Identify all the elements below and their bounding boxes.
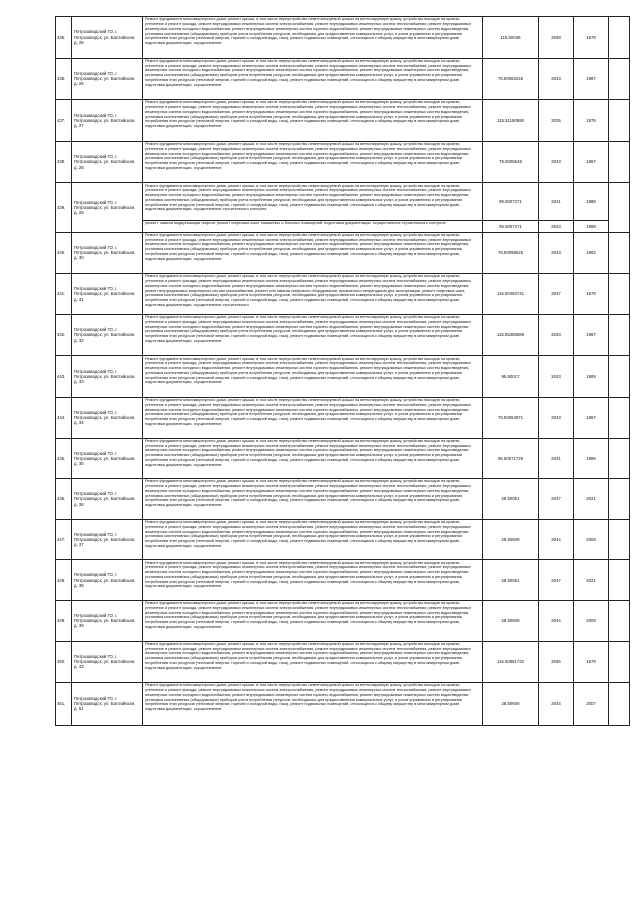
build-year-cell: 1978 [574,274,609,315]
empty-cell [609,519,630,560]
table-row [56,274,630,315]
planned-year-cell: 2044 [539,600,574,641]
row-number: 450. [56,641,72,683]
planned-year-cell: 2043 [539,58,574,100]
row-number: 447. [56,519,72,560]
work-description-cell: Ремонт фундамента многоквартирного дома, ремонт крыши, в том числе переустройство невентилируемой крыши на вентилируемую крышу, устройство выходов на кровлю, утепление и ремонт фасада, ремонт внутридомовых инженерных систем электроснабжения, ремонт внутридомовых инженерных систем теплоснабжения, ремонт внутридомовых инженерных систем холодного водоснабжения, ремонт внутридомовых инженерных систем горячего водоснабжения, ремонт внутридомовых инженерных систем водоотведения, установка коллективных (общедомовых) приборов учета потребления ресурсов, необходимых для предоставления коммунальных услуг, и узлов управления и регулирования потребления этих ресурсов (тепловой энергии, горячей и холодной воды, газа), ремонт подвальных помещений, относящихся к общему имуществу в многоквартирном доме, подготовка документации, осуществление строительного контроля [143,183,483,221]
table-row [56,397,630,438]
build-year-cell: 2008 [574,600,609,641]
build-year-cell: 2008 [574,519,609,560]
cost-cell: 115.55385589 [483,314,539,356]
planned-year-cell: 2023 [539,220,574,232]
work-description-cell: Ремонт фундамента многоквартирного дома, ремонт крыши, в том числе переустройство невентилируемой крыши на вентилируемую крышу, устройство выходов на кровлю, утепление и ремонт фасада, ремонт внутридомовых инженерных систем электроснабжения, ремонт внутридомовых инженерных систем теплоснабжения, ремонт внутридомовых инженерных систем холодного водоснабжения, ремонт внутридомовых инженерных систем горячего водоснабжения, ремонт внутридомовых инженерных систем водоотведения, установка коллективных (общедомовых) приборов учета потребления ресурсов, необходимых для предоставления коммунальных услуг, и узлов управления и регулирования потребления этих ресурсов (тепловой энергии, горячей и холодной воды, газа), ремонт подвальных помещений, относящихся к общему имуществу в многоквартирном доме, подготовка документации, осуществление [143,683,483,726]
row-number: 441. [56,274,72,315]
empty-cell [609,560,630,601]
table-row [56,479,630,520]
work-description-cell: Ремонт фундамента многоквартирного дома, ремонт крыши, в том числе переустройство невентилируемой крыши на вентилируемую крышу, устройство выходов на кровлю, утепление и ремонт фасада, ремонт внутридомовых инженерных систем электроснабжения, ремонт внутридомовых инженерных систем теплоснабжения, ремонт внутридомовых инженерных систем холодного водоснабжения, ремонт внутридомовых инженерных систем горячего водоснабжения, ремонт внутридомовых инженерных систем водоотведения, установка коллективных (общедомовых) приборов учета потребления ресурсов, необходимых для предоставления коммунальных услуг, и узлов управления и регулирования потребления этих ресурсов (тепловой энергии, горячей и холодной воды, газа), ремонт подвальных помещений, относящихся к общему имуществу в многоквартирном доме, подготовка документации, осуществление [143,560,483,601]
address-cell: Петрозаводский ГО, г. Петрозаводск, ул. Балтийская, д. 35 [72,438,143,479]
cost-cell: 95.5007271 [483,183,539,221]
empty-cell [609,356,630,398]
row-number: 443. [56,356,72,398]
planned-year-cell: 2041 [539,183,574,221]
work-description-cell: Ремонт фундамента многоквартирного дома, ремонт крыши, в том числе переустройство невентилируемой крыши на вентилируемую крышу, устройство выходов на кровлю, утепление и ремонт фасада, ремонт внутридомовых инженерных систем электроснабжения, ремонт внутридомовых инженерных систем теплоснабжения, ремонт внутридомовых инженерных систем холодного водоснабжения, ремонт внутридомовых инженерных систем горячего водоснабжения, ремонт внутридомовых инженерных систем водоотведения, установка коллективных (общедомовых) приборов учета потребления ресурсов, необходимых для предоставления коммунальных услуг, и узлов управления и регулирования потребления этих ресурсов (тепловой энергии, горячей и холодной воды, газа), ремонт подвальных помещений, относящихся к общему имуществу в многоквартирном доме, подготовка документации, осуществление [143,641,483,683]
cost-cell: 28.50051 [483,479,539,520]
work-description-cell: Ремонт фундамента многоквартирного дома, ремонт крыши, в том числе переустройство невентилируемой крыши на вентилируемую крышу, устройство выходов на кровлю, утепление и ремонт фасада, ремонт внутридомовых инженерных систем электроснабжения, ремонт внутридомовых инженерных систем теплоснабжения, ремонт внутридомовых инженерных систем холодного водоснабжения, ремонт внутридомовых инженерных систем горячего водоснабжения, ремонт внутридомовых инженерных систем водоотведения, установка коллективных (общедомовых) приборов учета потребления ресурсов, необходимых для предоставления коммунальных услуг, и узлов управления и регулирования потребления этих ресурсов (тепловой энергии, горячей и холодной воды, газа), ремонт подвальных помещений, относящихся к общему имуществу в многоквартирном доме, подготовка документации, осуществление [143,17,483,59]
work-description-cell: Ремонт фундамента многоквартирного дома, ремонт крыши, в том числе переустройство невентилируемой крыши на вентилируемую крышу, устройство выходов на кровлю, утепление и ремонт фасада, ремонт внутридомовых инженерных систем электроснабжения, ремонт внутридомовых инженерных систем теплоснабжения, ремонт внутридомовых инженерных систем холодного водоснабжения, ремонт внутридомовых инженерных систем горячего водоснабжения, ремонт внутридомовых инженерных систем водоотведения, установка коллективных (общедомовых) приборов учета потребления ресурсов, необходимых для предоставления коммунальных услуг, и узлов управления и регулирования потребления этих ресурсов (тепловой энергии, горячей и холодной воды, газа), ремонт подвальных помещений, относящихся к общему имуществу в многоквартирном доме, подготовка документации, осуществление [143,141,483,183]
row-number: 436. [56,58,72,100]
work-description-cell: Ремонт фундамента многоквартирного дома, ремонт крыши, в том числе переустройство невентилируемой крыши на вентилируемую крышу, устройство выходов на кровлю, утепление и ремонт фасада, ремонт внутридомовых инженерных систем электроснабжения, ремонт внутридомовых инженерных систем теплоснабжения, ремонт внутридомовых инженерных систем холодного водоснабжения, ремонт внутридомовых инженерных систем горячего водоснабжения, ремонт внутридомовых инженерных систем водоотведения, ремонт внутридомовых инженерных систем газоснабжения, ремонт или замена лифтового оборудования, признанного непригодным для эксплуатации, ремонт лифтовых шахт, установка коллективных (общедомовых) приборов учета потребления ресурсов, необходимых для предоставления коммунальных услуг, и узлов управления и регулирования потребления этих ресурсов (тепловой энергии, горячей и холодной воды, газа), ремонт подвальных помещений, относящихся к общему имуществу в многоквартирном доме, подготовка документации, осуществление строительного [143,274,483,315]
build-year-cell: 1987 [574,58,609,100]
planned-year-cell: 2044 [539,683,574,726]
address-cell: Петрозаводский ГО, г. Петрозаводск, ул. Балтийская, д. 43 [72,641,143,683]
planned-year-cell: 2043 [539,232,574,274]
cost-cell: 28.50608 [483,519,539,560]
address-cell: Петрозаводский ГО, г. Петрозаводск, ул. Балтийская, д. 26 [72,58,143,100]
address-cell: Петрозаводский ГО, г. Петрозаводск, ул. Балтийская, д. 25 [72,17,143,59]
address-cell: Петрозаводский ГО, г. Петрозаводск, ул. Балтийская, д. 29 [72,183,143,232]
table-row [56,17,630,59]
row-number: 439. [56,183,72,232]
row-number: 440. [56,232,72,274]
table-row [56,58,630,100]
address-cell: Петрозаводский ГО, г. Петрозаводск, ул. Балтийская, д. 39 [72,600,143,641]
table-body [56,17,630,726]
work-description-cell: Ремонт фундамента многоквартирного дома, ремонт крыши, в том числе переустройство невентилируемой крыши на вентилируемую крышу, устройство выходов на кровлю, утепление и ремонт фасада, ремонт внутридомовых инженерных систем электроснабжения, ремонт внутридомовых инженерных систем теплоснабжения, ремонт внутридомовых инженерных систем холодного водоснабжения, ремонт внутридомовых инженерных систем горячего водоснабжения, ремонт внутридомовых инженерных систем водоотведения, установка коллективных (общедомовых) приборов учета потребления ресурсов, необходимых для предоставления коммунальных услуг, и узлов управления и регулирования потребления этих ресурсов (тепловой энергии, горячей и холодной воды, газа), ремонт подвальных помещений, относящихся к общему имуществу в многоквартирном доме, подготовка документации, осуществление [143,314,483,356]
planned-year-cell: 2036 [539,641,574,683]
address-cell: Петрозаводский ГО, г. Петрозаводск, ул. Балтийская, д. 36 [72,479,143,520]
build-year-cell: 1989 [574,356,609,398]
empty-cell [609,438,630,479]
table-row [56,356,630,398]
planned-year-cell: 2047 [539,479,574,520]
planned-year-cell: 2035 [539,100,574,142]
empty-cell [609,314,630,356]
planned-year-cell: 2044 [539,519,574,560]
address-cell: Петрозаводский ГО, г. Петрозаводск, ул. Балтийская, д. 27 [72,100,143,142]
planned-year-cell: 2043 [539,356,574,398]
address-cell: Петрозаводский ГО, г. Петрозаводск, ул. Балтийская, д. 31 [72,274,143,315]
table-row [56,314,630,356]
address-cell: Петрозаводский ГО, г. Петрозаводск, ул. Балтийская, д. 51 [72,683,143,726]
row-number: 449. [56,600,72,641]
build-year-cell: 1962 [574,232,609,274]
cost-cell: 115.50482741 [483,274,539,315]
row-number: 438. [56,141,72,183]
work-description-cell: Ремонт фундамента многоквартирного дома, ремонт крыши, в том числе переустройство невентилируемой крыши на вентилируемую крышу, устройство выходов на кровлю, утепление и ремонт фасада, ремонт внутридомовых инженерных систем электроснабжения, ремонт внутридомовых инженерных систем теплоснабжения, ремонт внутридомовых инженерных систем холодного водоснабжения, ремонт внутридомовых инженерных систем горячего водоснабжения, ремонт внутридомовых инженерных систем водоотведения, установка коллективных (общедомовых) приборов учета потребления ресурсов, необходимых для предоставления коммунальных услуг, и узлов управления и регулирования потребления этих ресурсов (тепловой энергии, горячей и холодной воды, газа), ремонт подвальных помещений, относящихся к общему имуществу в многоквартирном доме, подготовка документации, осуществление [143,519,483,560]
build-year-cell: 1967 [574,314,609,356]
cost-cell: 115.50038 [483,17,539,59]
build-year-cell: 1988 [574,220,609,232]
empty-cell [609,58,630,100]
table-row [56,183,630,221]
empty-cell [609,17,630,59]
row-number: 451. [56,683,72,726]
cost-cell: 75.50062245 [483,58,539,100]
cost-cell: 95.5007271 [483,220,539,232]
work-description-cell: Ремонт фундамента многоквартирного дома, ремонт крыши, в том числе переустройство невентилируемой крыши на вентилируемую крышу, устройство выходов на кровлю, утепление и ремонт фасада, ремонт внутридомовых инженерных систем электроснабжения, ремонт внутридомовых инженерных систем теплоснабжения, ремонт внутридомовых инженерных систем холодного водоснабжения, ремонт внутридомовых инженерных систем горячего водоснабжения, ремонт внутридомовых инженерных систем водоотведения, установка коллективных (общедомовых) приборов учета потребления ресурсов, необходимых для предоставления коммунальных услуг, и узлов управления и регулирования потребления этих ресурсов (тепловой энергии, горячей и холодной воды, газа), ремонт подвальных помещений, относящихся к общему имуществу в многоквартирном доме, подготовка документации, осуществление [143,100,483,142]
planned-year-cell: 2043 [539,141,574,183]
work-description-cell: Ремонт фундамента многоквартирного дома, ремонт крыши, в том числе переустройство невентилируемой крыши на вентилируемую крышу, устройство выходов на кровлю, утепление и ремонт фасада, ремонт внутридомовых инженерных систем электроснабжения, ремонт внутридомовых инженерных систем теплоснабжения, ремонт внутридомовых инженерных систем холодного водоснабжения, ремонт внутридомовых инженерных систем горячего водоснабжения, ремонт внутридомовых инженерных систем водоотведения, установка коллективных (общедомовых) приборов учета потребления ресурсов, необходимых для предоставления коммунальных услуг, и узлов управления и регулирования потребления этих ресурсов (тепловой энергии, горячей и холодной воды, газа), ремонт подвальных помещений, относящихся к общему имуществу в многоквартирном доме, подготовка документации, осуществление [143,232,483,274]
empty-cell [609,397,630,438]
build-year-cell: 1967 [574,141,609,183]
cost-cell: 75.50098625 [483,232,539,274]
planned-year-cell: 2041 [539,438,574,479]
address-cell: Петрозаводский ГО, г. Петрозаводск, ул. Балтийская, д. 38 [72,560,143,601]
build-year-cell: 1979 [574,641,609,683]
table-row [56,141,630,183]
row-number: 437. [56,100,72,142]
row-number: 442. [56,314,72,356]
cost-cell: 115.50881722 [483,641,539,683]
address-cell: Петрозаводский ГО, г. Петрозаводск, ул. Балтийская, д. 28 [72,141,143,183]
cost-cell: 95.50017 [483,356,539,398]
address-cell: Петрозаводский ГО, г. Петрозаводск, ул. Балтийская, д. 37 [72,519,143,560]
empty-cell [609,183,630,232]
empty-cell [609,274,630,315]
table-row [56,683,630,726]
cost-cell: 28.50609 [483,683,539,726]
build-year-cell: 1978 [574,100,609,142]
work-description-cell: Ремонт фундамента многоквартирного дома, ремонт крыши, в том числе переустройство невентилируемой крыши на вентилируемую крышу, устройство выходов на кровлю, утепление и ремонт фасада, ремонт внутридомовых инженерных систем электроснабжения, ремонт внутридомовых инженерных систем теплоснабжения, ремонт внутридомовых инженерных систем холодного водоснабжения, ремонт внутридомовых инженерных систем горячего водоснабжения, ремонт внутридомовых инженерных систем водоотведения, установка коллективных (общедомовых) приборов учета потребления ресурсов, необходимых для предоставления коммунальных услуг, и узлов управления и регулирования потребления этих ресурсов (тепловой энергии, горячей и холодной воды, газа), ремонт подвальных помещений, относящихся к общему имуществу в многоквартирном доме, подготовка документации, осуществление [143,397,483,438]
build-year-cell: 1978 [574,17,609,59]
cost-cell: 115.51150995 [483,100,539,142]
planned-year-cell: 2038 [539,17,574,59]
work-description-cell: Ремонт фундамента многоквартирного дома, ремонт крыши, в том числе переустройство невентилируемой крыши на вентилируемую крышу, устройство выходов на кровлю, утепление и ремонт фасада, ремонт внутридомовых инженерных систем электроснабжения, ремонт внутридомовых инженерных систем теплоснабжения, ремонт внутридомовых инженерных систем холодного водоснабжения, ремонт внутридомовых инженерных систем горячего водоснабжения, ремонт внутридомовых инженерных систем водоотведения, установка коллективных (общедомовых) приборов учета потребления ресурсов, необходимых для предоставления коммунальных услуг, и узлов управления и регулирования потребления этих ресурсов (тепловой энергии, горячей и холодной воды, газа), ремонт подвальных помещений, относящихся к общему имуществу в многоквартирном доме, подготовка документации, осуществление [143,600,483,641]
cost-cell: 75.50064971 [483,397,539,438]
address-cell: Петрозаводский ГО, г. Петрозаводск, ул. Балтийская, д. 33 [72,356,143,398]
repair-program-table [55,16,630,726]
table-row [56,560,630,601]
build-year-cell: 1967 [574,397,609,438]
cost-cell: 75.5009648 [483,141,539,183]
address-cell: Петрозаводский ГО, г. Петрозаводск, ул. Балтийская, д. 32 [72,314,143,356]
work-description-cell: ремонт, замена модернизация лифтов, ремонт лифтовых шахт, машинных и блочных помещений, подготовка документации, осуществление строительного контроля [143,220,483,232]
build-year-cell: 1989 [574,438,609,479]
row-number: 444. [56,397,72,438]
row-number: 445. [56,438,72,479]
table-row [56,100,630,142]
work-description-cell: Ремонт фундамента многоквартирного дома, ремонт крыши, в том числе переустройство невентилируемой крыши на вентилируемую крышу, устройство выходов на кровлю, утепление и ремонт фасада, ремонт внутридомовых инженерных систем электроснабжения, ремонт внутридомовых инженерных систем теплоснабжения, ремонт внутридомовых инженерных систем холодного водоснабжения, ремонт внутридомовых инженерных систем горячего водоснабжения, ремонт внутридомовых инженерных систем водоотведения, установка коллективных (общедомовых) приборов учета потребления ресурсов, необходимых для предоставления коммунальных услуг, и узлов управления и регулирования потребления этих ресурсов (тепловой энергии, горячей и холодной воды, газа), ремонт подвальных помещений, относящихся к общему имуществу в многоквартирном доме, подготовка документации, осуществление [143,438,483,479]
build-year-cell: 1988 [574,183,609,221]
address-cell: Петрозаводский ГО, г. Петрозаводск, ул. Балтийская, д. 30 [72,232,143,274]
planned-year-cell: 2043 [539,397,574,438]
cost-cell: 28.50051 [483,560,539,601]
empty-cell [609,100,630,142]
build-year-cell: 2021 [574,479,609,520]
cost-cell: 28.50608 [483,600,539,641]
table-row [56,600,630,641]
table-subrow [56,220,630,232]
planned-year-cell: 2033 [539,314,574,356]
empty-cell [609,641,630,683]
table-row [56,232,630,274]
build-year-cell: 2021 [574,560,609,601]
table-row [56,641,630,683]
planned-year-cell: 2047 [539,560,574,601]
build-year-cell: 2007 [574,683,609,726]
empty-cell [609,141,630,183]
row-number: 448. [56,560,72,601]
row-number: 446. [56,479,72,520]
row-number: 435. [56,17,72,59]
empty-cell [609,479,630,520]
work-description-cell: Ремонт фундамента многоквартирного дома, ремонт крыши, в том числе переустройство невентилируемой крыши на вентилируемую крышу, устройство выходов на кровлю, утепление и ремонт фасада, ремонт внутридомовых инженерных систем электроснабжения, ремонт внутридомовых инженерных систем теплоснабжения, ремонт внутридомовых инженерных систем холодного водоснабжения, ремонт внутридомовых инженерных систем горячего водоснабжения, ремонт внутридомовых инженерных систем водоотведения, установка коллективных (общедомовых) приборов учета потребления ресурсов, необходимых для предоставления коммунальных услуг, и узлов управления и регулирования потребления этих ресурсов (тепловой энергии, горячей и холодной воды, газа), ремонт подвальных помещений, относящихся к общему имуществу в многоквартирном доме, подготовка документации, осуществление [143,479,483,520]
empty-cell [609,683,630,726]
address-cell: Петрозаводский ГО, г. Петрозаводск, ул. Балтийская, д. 34 [72,397,143,438]
empty-cell [609,600,630,641]
program-table-sheet [55,16,613,726]
table-row [56,438,630,479]
empty-cell [609,232,630,274]
planned-year-cell: 2037 [539,274,574,315]
work-description-cell: Ремонт фундамента многоквартирного дома, ремонт крыши, в том числе переустройство невентилируемой крыши на вентилируемую крышу, устройство выходов на кровлю, утепление и ремонт фасада, ремонт внутридомовых инженерных систем электроснабжения, ремонт внутридомовых инженерных систем теплоснабжения, ремонт внутридомовых инженерных систем холодного водоснабжения, ремонт внутридомовых инженерных систем горячего водоснабжения, ремонт внутридомовых инженерных систем водоотведения, установка коллективных (общедомовых) приборов учета потребления ресурсов, необходимых для предоставления коммунальных услуг, и узлов управления и регулирования потребления этих ресурсов (тепловой энергии, горячей и холодной воды, газа), ремонт подвальных помещений, относящихся к общему имуществу в многоквартирном доме, подготовка документации, осуществление [143,356,483,398]
work-description-cell: Ремонт фундамента многоквартирного дома, ремонт крыши, в том числе переустройство невентилируемой крыши на вентилируемую крышу, устройство выходов на кровлю, утепление и ремонт фасада, ремонт внутридомовых инженерных систем электроснабжения, ремонт внутридомовых инженерных систем теплоснабжения, ремонт внутридомовых инженерных систем холодного водоснабжения, ремонт внутридомовых инженерных систем горячего водоснабжения, ремонт внутридомовых инженерных систем водоотведения, установка коллективных (общедомовых) приборов учета потребления ресурсов, необходимых для предоставления коммунальных услуг, и узлов управления и регулирования потребления этих ресурсов (тепловой энергии, горячей и холодной воды, газа), ремонт подвальных помещений, относящихся к общему имуществу в многоквартирном доме, подготовка документации, осуществление [143,58,483,100]
cost-cell: 95.50071729 [483,438,539,479]
table-row [56,519,630,560]
